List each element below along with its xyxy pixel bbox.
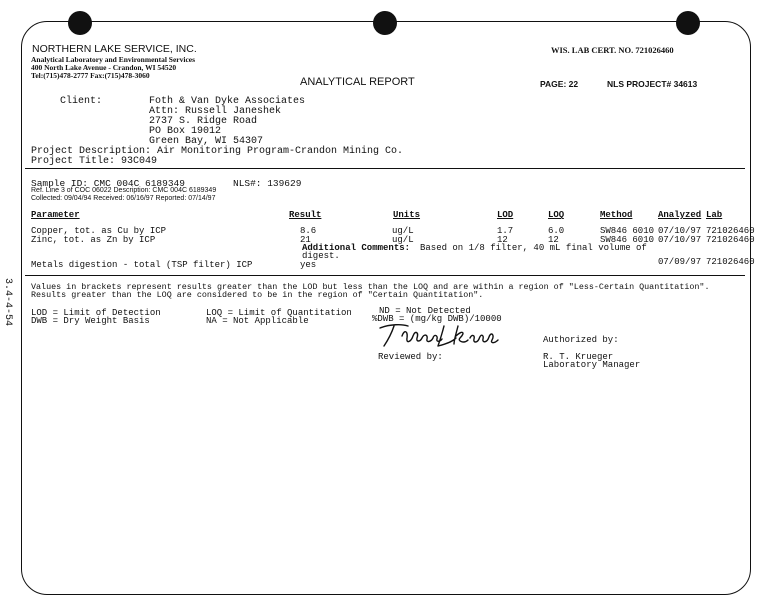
row-1-lab: 721026460	[706, 226, 755, 236]
client-line-5: Green Bay, WI 54307	[149, 136, 264, 147]
legend-dwb-formula: %DWB = (mg/kg DWB)/10000	[372, 314, 502, 324]
nls-number: NLS#: 139629	[233, 178, 302, 189]
lab-line-3: Tel:(715)478-2777 Fax:(715)478-3060	[31, 71, 150, 80]
reviewed-by-label: Reviewed by:	[378, 352, 443, 362]
row-2-loq: 12	[548, 235, 559, 245]
lab-line-2: 400 North Lake Avenue - Crandon, WI 54520	[31, 63, 177, 72]
col-header-units: Units	[393, 210, 421, 220]
row-2-result: 21	[300, 235, 311, 245]
client-line-1: Foth & Van Dyke Associates	[149, 96, 306, 107]
sample-dates: Collected: 09/04/94 Received: 06/16/97 Reported: 07/14/97	[31, 195, 216, 202]
report-title: ANALYTICAL REPORT	[300, 76, 415, 88]
col-header-lab: Lab	[706, 210, 723, 220]
col-header-lod: LOD	[497, 210, 514, 220]
col-header-parameter: Parameter	[31, 210, 80, 220]
row-2-analyzed: 07/10/97	[658, 235, 702, 245]
lab-name: NORTHERN LAKE SERVICE, INC.	[32, 43, 197, 55]
additional-comments-text-2: digest.	[302, 251, 340, 261]
col-header-method: Method	[600, 210, 633, 220]
col-header-result: Result	[289, 210, 322, 220]
row-1-analyzed: 07/10/97	[658, 226, 702, 236]
sample-id: Sample ID: CMC 004C 6189349	[31, 178, 185, 189]
row-1-loq: 6.0	[548, 226, 565, 236]
legend-nd: ND = Not Detected	[379, 306, 471, 316]
handwritten-signature	[376, 322, 506, 350]
row-3-result: yes	[300, 260, 317, 270]
divider-top	[25, 168, 745, 169]
authorizer-name: R. T. Krueger	[543, 352, 614, 362]
row-1-lod: 1.7	[497, 226, 514, 236]
legend-lod: LOD = Limit of Detection	[31, 308, 161, 318]
row-3-parameter: Metals digestion - total (TSP filter) ICP	[31, 260, 253, 270]
col-header-loq: LOQ	[548, 210, 565, 220]
page-number: PAGE: 22	[540, 79, 579, 89]
side-stamp: 3.4-4-54	[2, 278, 13, 327]
client-line-3: 2737 S. Ridge Road	[149, 116, 258, 127]
row-2-units: ug/L	[392, 235, 414, 245]
row-1-method: SW846 6010	[600, 226, 655, 236]
project-number: NLS PROJECT# 34613	[607, 79, 698, 89]
additional-comments-text: Based on 1/8 filter, 40 mL final volume of	[420, 243, 647, 253]
row-1-result: 8.6	[300, 226, 317, 236]
note-line-1: Values in brackets represent results greater than the LOD but less than the LOQ and are within a region of "Less-Certain Quantitation".	[31, 282, 710, 292]
project-title: Project Title: 93C049	[31, 156, 158, 167]
row-2-lab: 721026460	[706, 235, 755, 245]
row-2-lod: 12	[497, 235, 508, 245]
legend-loq: LOQ = Limit of Quantitation	[206, 308, 352, 318]
note-line-2: Results greater than the LOQ are considered to be in the region of "Certain Quantitation".	[31, 290, 484, 300]
additional-comments-label: Additional Comments:	[302, 243, 411, 253]
row-2-parameter: Zinc, tot. as Zn by ICP	[31, 235, 156, 245]
row-1-units: ug/L	[392, 226, 414, 236]
row-1-parameter: Copper, tot. as Cu by ICP	[31, 226, 167, 236]
legend-dwb: DWB = Dry Weight Basis	[31, 316, 150, 326]
row-2-method: SW846 6010	[600, 235, 655, 245]
sample-ref: Ref. Line 3 of COC 06022 Description: CMC 004C 6189349	[31, 187, 217, 194]
client-line-2: Attn: Russell Janeshek	[149, 106, 282, 117]
lab-cert: WIS. LAB CERT. NO. 721026460	[551, 45, 674, 55]
row-3-analyzed: 07/09/97	[658, 257, 702, 267]
client-line-4: PO Box 19012	[149, 126, 222, 137]
col-header-analyzed: Analyzed	[658, 210, 702, 220]
authorizer-role: Laboratory Manager	[543, 360, 641, 370]
client-label: Client:	[60, 96, 103, 107]
lab-line-1: Analytical Laboratory and Environmental Services	[31, 55, 196, 64]
project-description: Project Description: Air Monitoring Program-Crandon Mining Co.	[31, 146, 404, 157]
legend-na: NA = Not Applicable	[206, 316, 309, 326]
divider-bottom	[25, 275, 745, 276]
row-3-lab: 721026460	[706, 257, 755, 267]
authorized-by-label: Authorized by:	[543, 335, 619, 345]
